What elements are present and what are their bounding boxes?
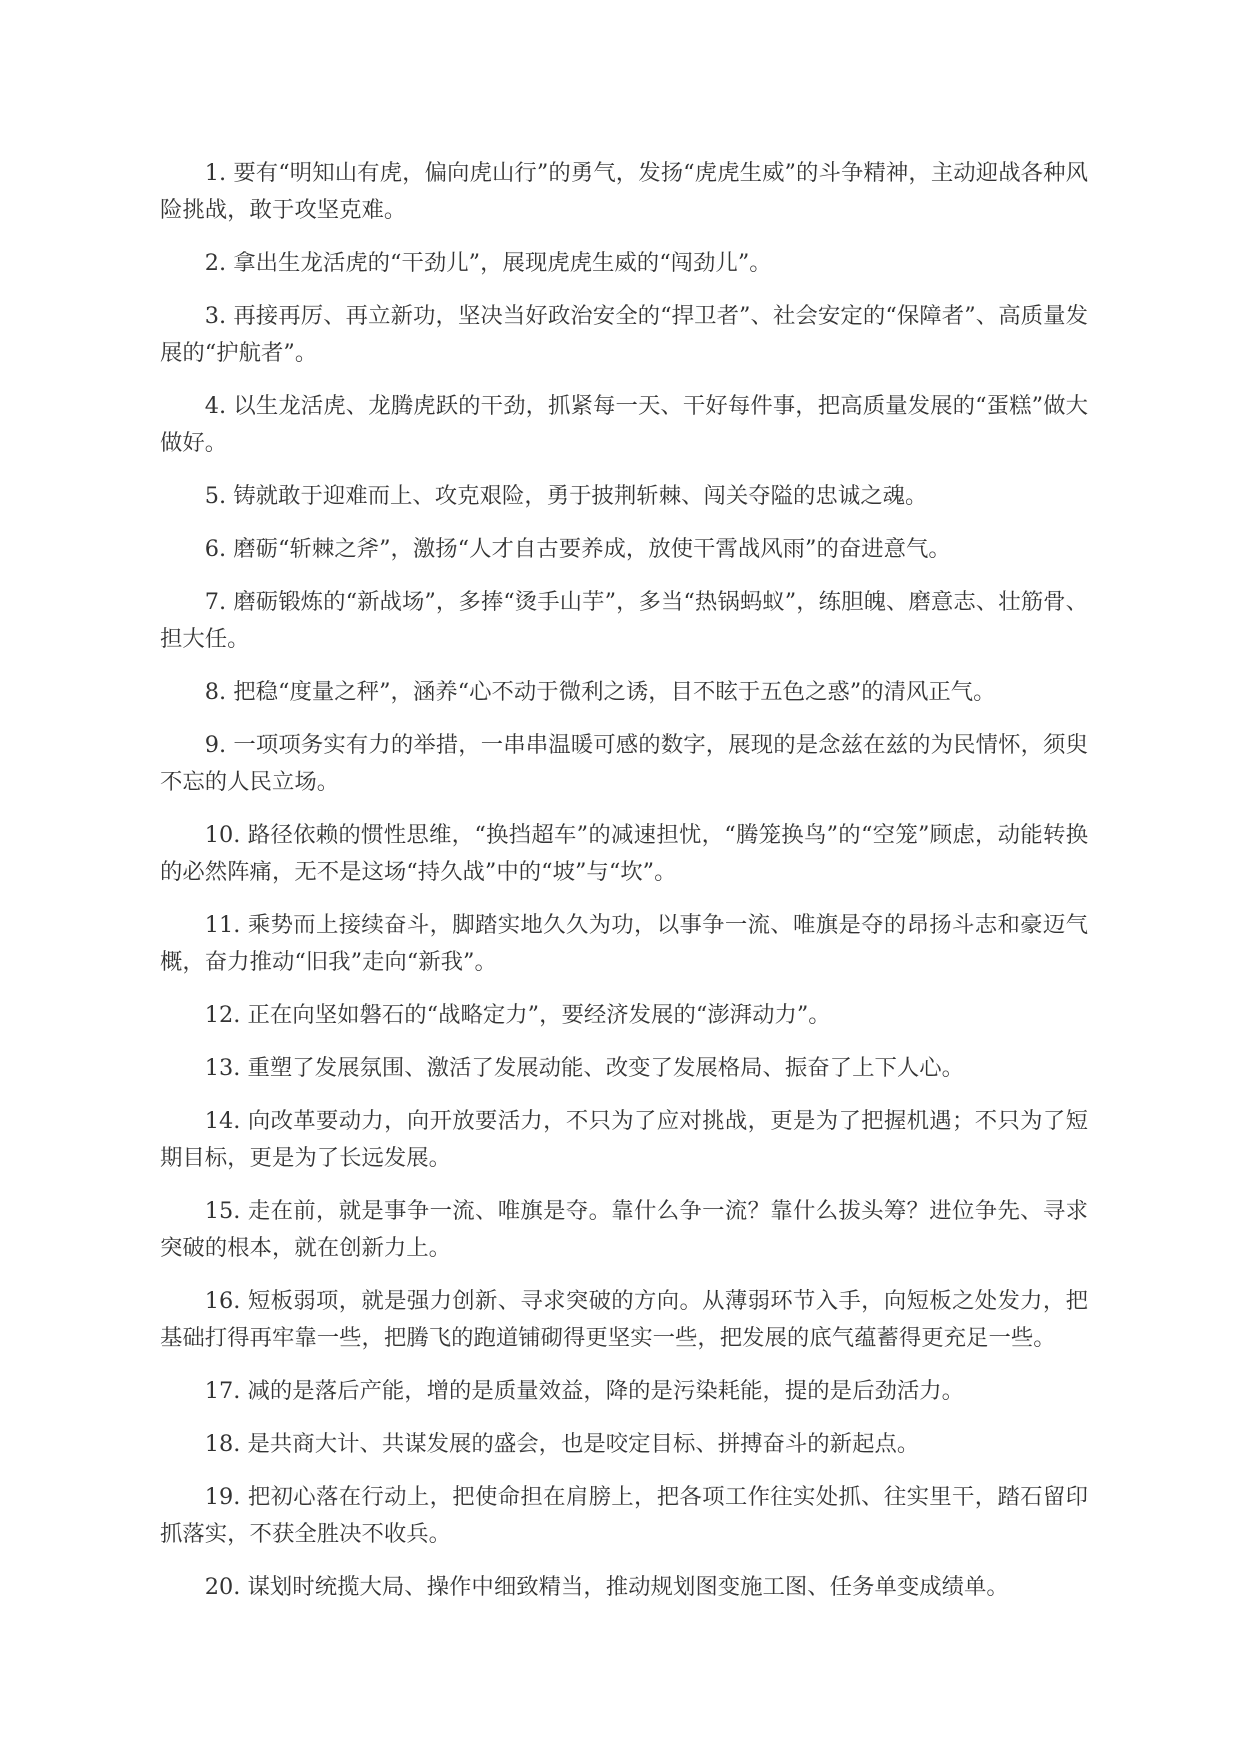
paragraph-3: 3. 再接再厉、再立新功，坚决当好政治安全的“捍卫者”、社会安定的“保障者”、高质量发展的“护航者”。 xyxy=(160,303,1088,366)
paragraph-4: 4. 以生龙活虎、龙腾虎跃的干劲，抓紧每一天、干好每件事，把高质量发展的“蛋糕”做大做好。 xyxy=(160,393,1088,456)
paragraph-2: 2. 拿出生龙活虎的“干劲儿”，展现虎虎生威的“闯劲儿”。 xyxy=(204,250,772,276)
paragraph-1: 1. 要有“明知山有虎，偏向虎山行”的勇气，发扬“虎虎生威”的斗争精神，主动迎战各种风险挑战，敢于攻坚克难。 xyxy=(160,160,1088,223)
paragraph-15: 15. 走在前，就是事争一流、唯旗是夺。靠什么争一流？靠什么拔头筹？进位争先、寻求突破的根本，就在创新力上。 xyxy=(160,1198,1088,1261)
paragraph-12: 12. 正在向坚如磐石的“战略定力”，要经济发展的“澎湃动力”。 xyxy=(204,1002,831,1028)
paragraph-5: 5. 铸就敢于迎难而上、攻克艰险，勇于披荆斩棘、闯关夺隘的忠诚之魂。 xyxy=(204,483,928,509)
paragraph-11: 11. 乘势而上接续奋斗，脚踏实地久久为功，以事争一流、唯旗是夺的昂扬斗志和豪迈气概，奋力推动“旧我”走向“新我”。 xyxy=(160,912,1088,975)
paragraph-16: 16. 短板弱项，就是强力创新、寻求突破的方向。从薄弱环节入手，向短板之处发力，把基础打得再牢靠一些，把腾飞的跑道铺砌得更坚实一些，把发展的底气蕴蓄得更充足一些。 xyxy=(160,1288,1088,1351)
paragraph-8: 8. 把稳“度量之秤”，涵养“心不动于微利之诱，目不眩于五色之惑”的清风正气。 xyxy=(204,679,996,705)
paragraph-13: 13. 重塑了发展氛围、激活了发展动能、改变了发展格局、振奋了上下人心。 xyxy=(204,1055,965,1081)
paragraph-10: 10. 路径依赖的惯性思维，“换挡超车”的减速担忧，“腾笼换鸟”的“空笼”顾虑，动能转换的必然阵痛，无不是这场“持久战”中的“坡”与“坎”。 xyxy=(160,822,1088,885)
paragraph-6: 6. 磨砺“斩棘之斧”，激扬“人才自古要养成，放使干霄战风雨”的奋进意气。 xyxy=(204,536,951,562)
paragraph-18: 18. 是共商大计、共谋发展的盛会，也是咬定目标、拼搏奋斗的新起点。 xyxy=(204,1431,920,1457)
paragraph-19: 19. 把初心落在行动上，把使命担在肩膀上，把各项工作往实处抓、往实里干，踏石留印抓落实，不获全胜决不收兵。 xyxy=(160,1484,1088,1547)
document-body xyxy=(160,155,1088,1622)
paragraph-17: 17. 减的是落后产能，增的是质量效益，降的是污染耗能，提的是后劲活力。 xyxy=(204,1378,965,1404)
paragraph-14: 14. 向改革要动力，向开放要活力，不只为了应对挑战，更是为了把握机遇；不只为了短期目标，更是为了长远发展。 xyxy=(160,1108,1088,1171)
paragraph-9: 9. 一项项务实有力的举措，一串串温暖可感的数字，展现的是念兹在兹的为民情怀，须臾不忘的人民立场。 xyxy=(160,732,1088,795)
paragraph-7: 7. 磨砺锻炼的“新战场”，多捧“烫手山芋”，多当“热锅蚂蚁”，练胆魄、磨意志、壮筋骨、担大任。 xyxy=(160,589,1088,652)
paragraph-20: 20. 谋划时统揽大局、操作中细致精当，推动规划图变施工图、任务单变成绩单。 xyxy=(204,1574,1009,1600)
